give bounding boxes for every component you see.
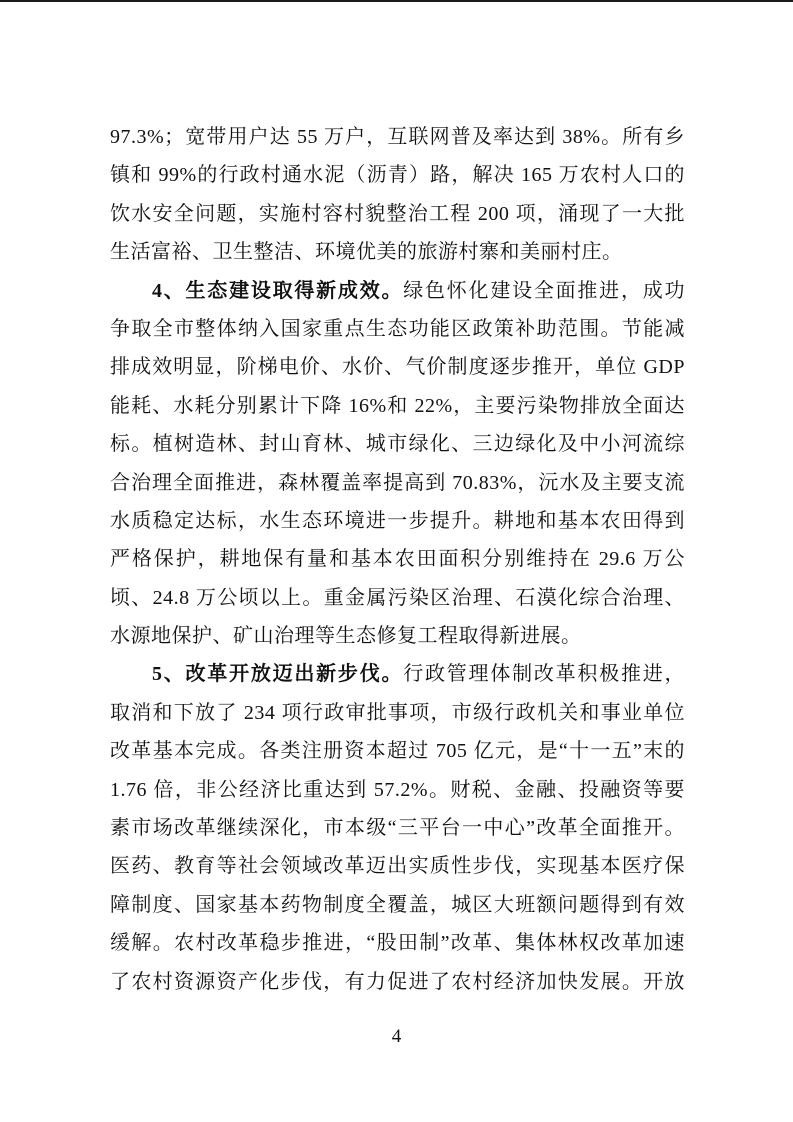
page-footer xyxy=(0,1024,793,1050)
text-run: 了农村资源资产化步伐，有力促进了农村经济加快发展。开放 xyxy=(110,970,685,993)
page-number: 4 xyxy=(391,1026,402,1047)
text-run: 行政管理体制改革积极推进， xyxy=(403,663,685,686)
text-run: 顷、24.8 万公顷以上。重金属污染区治理、石漠化综合治理、 xyxy=(110,586,685,609)
text-line xyxy=(110,771,685,809)
text-run: 争取全市整体纳入国家重点生态功能区政策补助范围。节能减 xyxy=(110,317,685,340)
text-line xyxy=(110,809,685,847)
scan-artifact-top-edge xyxy=(0,0,793,2)
text-line xyxy=(110,579,685,617)
text-line xyxy=(110,655,685,693)
text-run: 镇和 99%的行政村通水泥（沥青）路，解决 165 万农村人口的 xyxy=(110,164,685,187)
text-run: 1.76 倍，非公经济比重达到 57.2%。财税、金融、投融资等要 xyxy=(110,778,685,801)
paragraph-heading: 5、改革开放迈出新步伐。 xyxy=(152,663,404,686)
text-line xyxy=(110,118,685,156)
text-run: 排成效明显，阶梯电价、水价、气价制度逐步推开，单位 GDP xyxy=(110,356,685,379)
text-line xyxy=(110,502,685,540)
text-line xyxy=(110,310,685,348)
text-line xyxy=(110,847,685,885)
text-run: 水源地保护、矿山治理等生态修复工程取得新进展。 xyxy=(110,625,582,648)
text-line xyxy=(110,272,685,310)
text-run: 缓解。农村改革稳步推进，“股田制”改革、集体林权改革加速 xyxy=(110,932,685,955)
paragraph-heading: 4、生态建设取得新成效。 xyxy=(152,279,404,302)
text-run: 生活富裕、卫生整洁、环境优美的旅游村寨和美丽村庄。 xyxy=(110,241,623,264)
text-run: 合治理全面推进，森林覆盖率提高到 70.83%，沅水及主要支流 xyxy=(110,471,685,494)
text-line xyxy=(110,195,685,233)
text-line xyxy=(110,886,685,924)
text-line xyxy=(110,924,685,962)
document-body xyxy=(110,118,685,1001)
text-run: 水质稳定达标，水生态环境进一步提升。耕地和基本农田得到 xyxy=(110,509,685,532)
text-line xyxy=(110,732,685,770)
text-line xyxy=(110,464,685,502)
text-line xyxy=(110,425,685,463)
text-line xyxy=(110,617,685,655)
text-run: 饮水安全问题，实施村容村貌整治工程 200 项，涌现了一大批 xyxy=(110,202,685,225)
text-line xyxy=(110,348,685,386)
text-line xyxy=(110,963,685,1001)
text-line xyxy=(110,540,685,578)
text-run: 绿色怀化建设全面推进，成功 xyxy=(403,279,685,302)
text-run: 97.3%；宽带用户达 55 万户，互联网普及率达到 38%。所有乡 xyxy=(110,126,685,148)
text-run: 标。植树造林、封山育林、城市绿化、三边绿化及中小河流综 xyxy=(110,433,685,456)
text-run: 严格保护，耕地保有量和基本农田面积分别维持在 29.6 万公 xyxy=(110,548,685,571)
text-line xyxy=(110,156,685,194)
text-run: 改革基本完成。各类注册资本超过 705 亿元，是“十一五”末的 xyxy=(110,740,685,763)
text-run: 能耗、水耗分别累计下降 16%和 22%，主要污染物排放全面达 xyxy=(110,394,685,417)
text-run: 素市场改革继续深化，市本级“三平台一中心”改革全面推开。 xyxy=(110,817,685,840)
text-line xyxy=(110,233,685,271)
text-run: 医药、教育等社会领域改革迈出实质性步伐，实现基本医疗保 xyxy=(110,855,685,878)
text-line xyxy=(110,387,685,425)
text-run: 障制度、国家基本药物制度全覆盖，城区大班额问题得到有效 xyxy=(110,893,685,916)
text-line xyxy=(110,694,685,732)
text-run: 取消和下放了 234 项行政审批事项，市级行政机关和事业单位 xyxy=(110,701,685,724)
